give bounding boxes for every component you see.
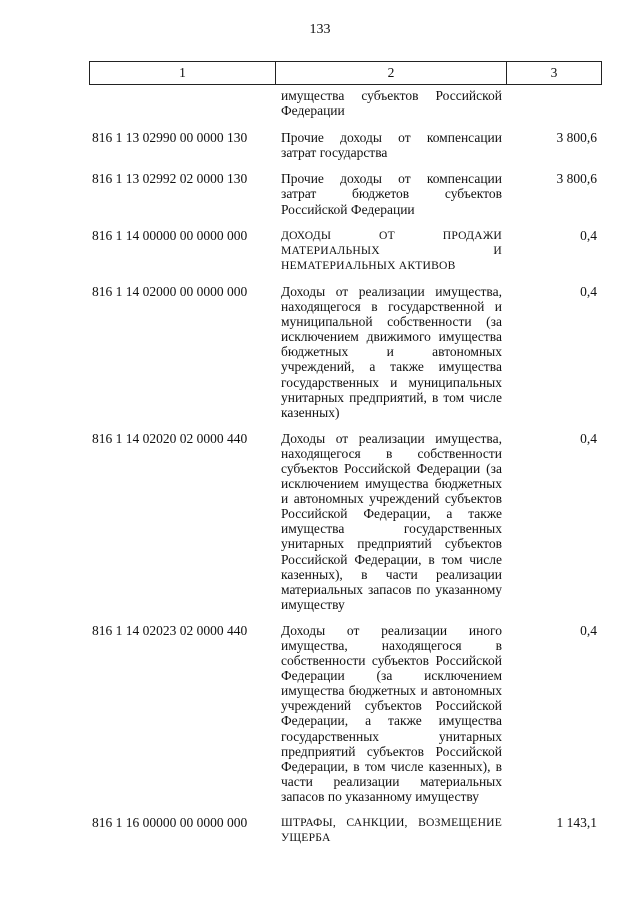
revenue-name: Прочие доходы от компенсации затрат государства	[281, 130, 502, 161]
revenue-amount: 0,4	[580, 622, 597, 638]
table-row	[0, 284, 640, 420]
budget-code: 816 1 14 00000 00 0000 000	[92, 227, 248, 243]
budget-code: 816 1 16 00000 00 0000 000	[92, 815, 248, 831]
revenue-amount: 0,4	[580, 227, 597, 243]
column-header-1: 1	[90, 62, 276, 85]
page-number: 133	[309, 22, 331, 37]
revenue-name: ДОХОДЫ ОТ ПРОДАЖИ МАТЕРИАЛЬНЫХ И НЕМАТЕРИАЛЬНЫХ АКТИВОВ	[281, 228, 502, 272]
revenue-amount: 1 143,1	[556, 815, 597, 831]
continuation-text: имущества субъектов Российской Федерации	[281, 88, 502, 119]
revenue-amount: 0,4	[580, 283, 597, 299]
table-row	[0, 171, 640, 216]
budget-code: 816 1 14 02020 02 0000 440	[92, 430, 248, 446]
budget-code: 816 1 14 02000 00 0000 000	[92, 283, 248, 299]
table-row	[0, 815, 640, 845]
budget-code: 816 1 13 02992 02 0000 130	[92, 171, 248, 187]
column-header-3: 3	[507, 62, 602, 85]
table-row	[0, 130, 640, 160]
revenue-amount: 3 800,6	[556, 130, 597, 146]
revenue-name: Прочие доходы от компенсации затрат бюджетов субъектов Российской Федерации	[281, 171, 502, 217]
revenue-amount: 0,4	[580, 430, 597, 446]
revenue-name: Доходы от реализации имущества, находящегося в государственной и муниципальной собственности (за исключением движимого имущества бюджетных и автономных учреждений, а также имущества государственных и муниципальных унитарных предприятий, в том числе казенных)	[281, 283, 502, 420]
budget-code: 816 1 14 02023 02 0000 440	[92, 622, 248, 638]
continuation-row	[0, 88, 640, 118]
revenue-name: Доходы от реализации имущества, находящегося в собственности субъектов Российской Федерации (за исключением имущества бюджетных и автономных учреждений субъектов Российской Федерации, а также имущества государственных унитарных предприятий субъектов Российской Федерации, в том числе казенных), в части реализации материальных запасов по указанному имуществу	[281, 430, 502, 612]
column-header-table	[89, 61, 602, 85]
table-row	[0, 623, 640, 804]
revenue-name: Доходы от реализации иного имущества, находящегося в собственности субъектов Российской Федерации (за исключением имущества бюджетных и автономных учреждений субъектов Российской Федерации, а также имущества государственных унитарных предприятий субъектов Российской Федерации, в том числе казенных), в части реализации материальных запасов по указанному имуществу	[281, 622, 502, 804]
table-row	[0, 431, 640, 612]
revenue-amount: 3 800,6	[556, 171, 597, 187]
column-header-2: 2	[276, 62, 507, 85]
table-row	[0, 228, 640, 273]
column-header-row	[90, 62, 602, 85]
revenue-table-body	[0, 88, 640, 845]
revenue-name: ШТРАФЫ, САНКЦИИ, ВОЗМЕЩЕНИЕ УЩЕРБА	[281, 816, 502, 845]
budget-code: 816 1 13 02990 00 0000 130	[92, 130, 248, 146]
